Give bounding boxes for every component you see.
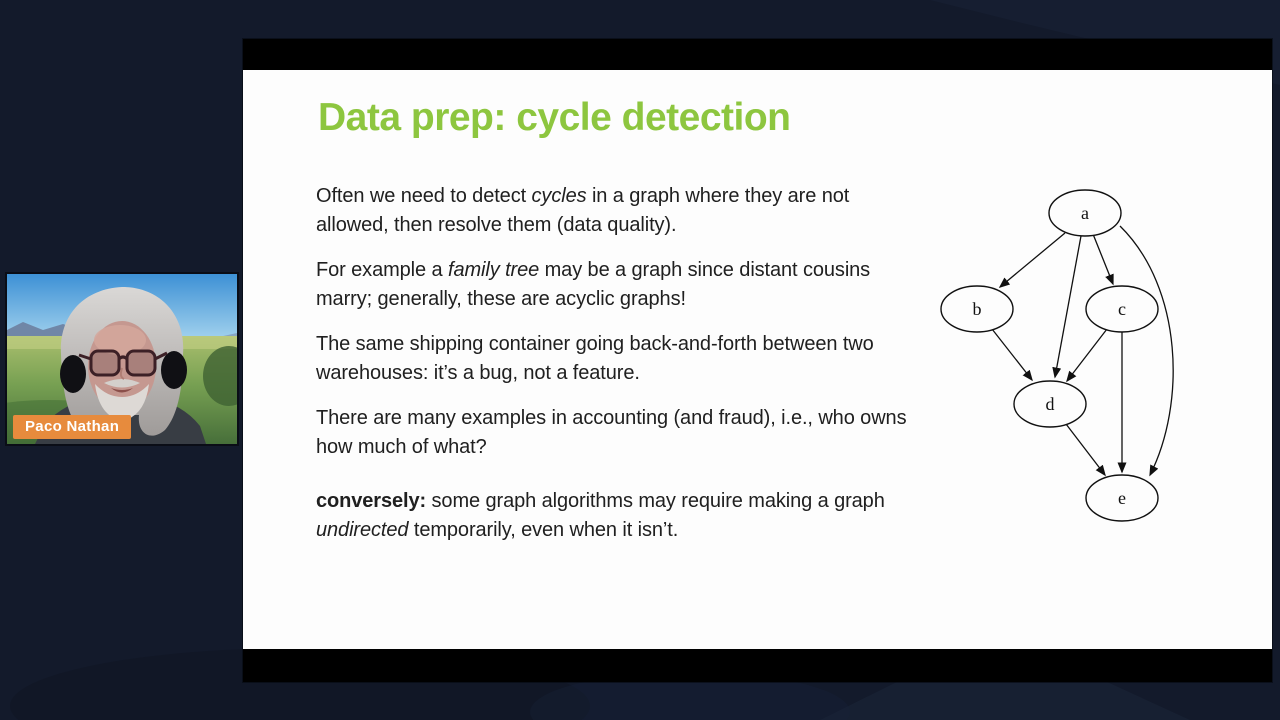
graph-node-d xyxy=(1014,381,1086,427)
slide-paragraph: For example a family tree may be a graph since distant cousins marry; generally, these are acyclic graphs! xyxy=(316,259,871,310)
edge-a-d xyxy=(1055,236,1081,377)
slide-paragraph: The same shipping container going back-and-forth between two warehouses: it’s a bug, not a feature. xyxy=(316,333,874,384)
slide-body xyxy=(316,182,908,561)
slide-title: Data prep: cycle detection xyxy=(318,96,791,139)
graph-node-b xyxy=(941,286,1013,332)
presentation-slide xyxy=(243,70,1272,649)
letterbox-bar-top xyxy=(243,39,1272,70)
screen-share-window xyxy=(243,39,1272,682)
headphones-earcup-left xyxy=(60,355,86,393)
cycle-detection-graph-diagram xyxy=(920,176,1220,541)
edge-d-e xyxy=(1066,424,1105,475)
graph-node-label: e xyxy=(1118,488,1126,508)
edge-c-d xyxy=(1067,329,1107,381)
edge-a-e xyxy=(1120,226,1173,475)
graph-node-label: c xyxy=(1118,299,1126,319)
graph-node-a xyxy=(1049,190,1121,236)
slide-paragraph: Often we need to detect cycles in a graph where they are not allowed, then resolve them (data quality). xyxy=(316,185,850,236)
letterbox-bar-bottom xyxy=(243,649,1272,682)
headphones-earcup-right xyxy=(161,351,187,389)
graph-node-label: b xyxy=(972,299,982,319)
graph-node-e xyxy=(1086,475,1158,521)
graph-node-label: a xyxy=(1081,203,1089,223)
graph-node-c xyxy=(1086,286,1158,332)
edge-b-d xyxy=(992,329,1032,380)
slide-paragraph: conversely: some graph algorithms may require making a graph undirected temporarily, even when it isn’t. xyxy=(316,490,885,541)
edge-a-b xyxy=(1000,233,1065,287)
presenter-webcam-video xyxy=(5,272,239,446)
graph-node-label: d xyxy=(1045,394,1055,414)
edge-a-c xyxy=(1093,234,1113,284)
participant-name-tag: Paco Nathan xyxy=(13,415,131,439)
slide-paragraph: There are many examples in accounting (and fraud), i.e., who owns how much of what? xyxy=(316,407,907,458)
